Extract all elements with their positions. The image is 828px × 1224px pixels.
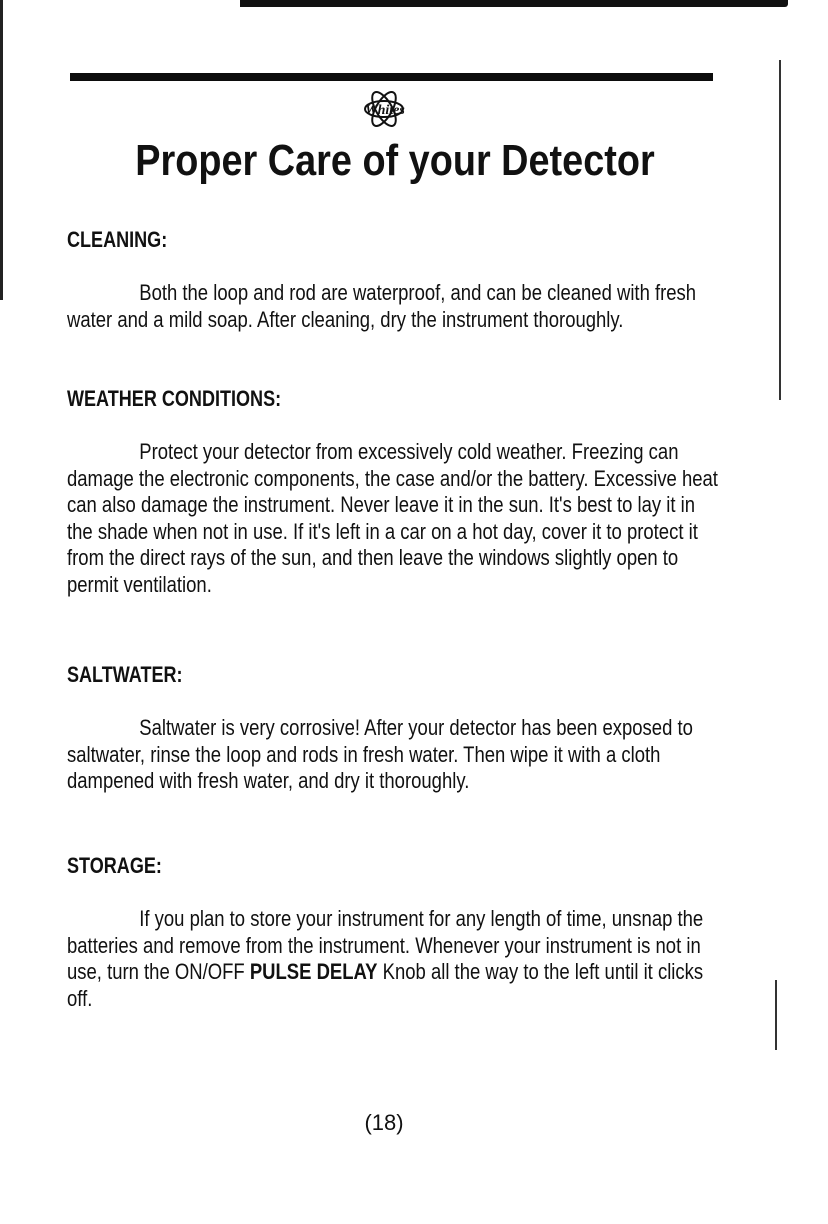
- section-heading: SALTWATER:: [67, 662, 183, 687]
- whites-logo-icon: [354, 86, 416, 132]
- page-number: (18): [364, 1110, 404, 1135]
- section-heading: CLEANING:: [67, 227, 168, 252]
- section-weather-conditions: [67, 386, 727, 598]
- section-heading: WEATHER CONDITIONS:: [67, 386, 282, 411]
- scan-edge-top: [240, 0, 788, 7]
- pulse-delay-label: PULSE DELAY: [249, 959, 378, 984]
- section-storage: [67, 853, 727, 1012]
- svg-text:Whites: Whites: [365, 103, 405, 118]
- section-saltwater: [67, 662, 727, 795]
- scan-edge-left: [0, 0, 3, 300]
- scan-edge-right: [779, 60, 781, 400]
- section-cleaning: [67, 227, 727, 333]
- section-body: If you plan to store your instrument for any length of time, unsnap the batteries and remove from the instrument. Whenever your instrument is not in use, turn the ON/OFF PULSE DELAY Knob all the way to the left until it clicks off.: [67, 906, 704, 1011]
- page-title: Proper Care of your Detector: [135, 136, 655, 185]
- section-heading: STORAGE:: [67, 853, 162, 878]
- header-rule: [70, 73, 713, 81]
- section-body: Saltwater is very corrosive! After your detector has been exposed to saltwater, rinse the loop and rods in fresh water. Then wipe it with a cloth dampened with fresh water, and dry it thoroughly.: [67, 715, 693, 793]
- scan-edge-right-lower: [775, 980, 777, 1050]
- section-body: Both the loop and rod are waterproof, and can be cleaned with fresh water and a mild soap. After cleaning, dry the instrument thoroughly.: [67, 280, 697, 332]
- section-body: Protect your detector from excessively cold weather. Freezing can damage the electronic components, the case and/or the battery. Excessive heat can also damage the instrument. Never leave it in the sun. It's best to lay it in the shade when not in use. If it's left in a car on a hot day, cover it to protect it from the direct rays of the sun, and then leave the windows slightly open to permit ventilation.: [67, 439, 718, 597]
